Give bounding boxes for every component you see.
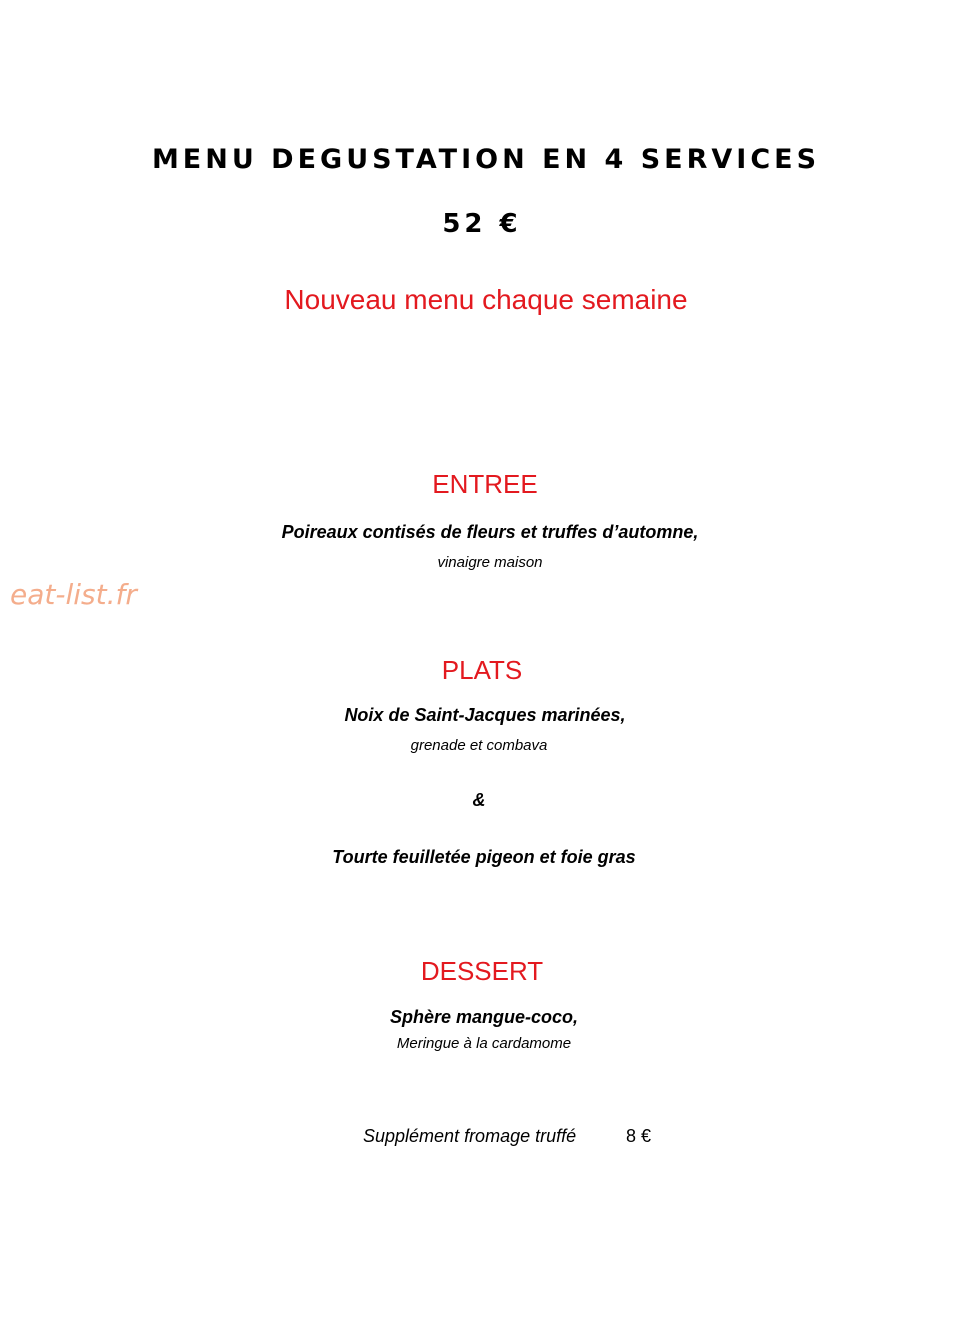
entree-note: vinaigre maison bbox=[437, 554, 543, 571]
supplement-label: Supplément fromage truffé bbox=[363, 1126, 577, 1146]
section-heading-plats: PLATS bbox=[441, 655, 523, 685]
supplement-price: 8 € bbox=[626, 1126, 652, 1146]
section-heading-dessert: DESSERT bbox=[420, 956, 544, 986]
menu-price: 52 € bbox=[442, 209, 522, 239]
section-heading-entree: ENTREE bbox=[432, 469, 538, 499]
plats-dish-2: Tourte feuilletée pigeon et foie gras bbox=[332, 847, 636, 867]
plats-dish-1: Noix de Saint-Jacques marinées, bbox=[344, 705, 626, 725]
entree-dish: Poireaux contisés de fleurs et truffes d’automne, bbox=[281, 522, 699, 542]
dessert-dish: Sphère mangue-coco, bbox=[389, 1007, 579, 1027]
supplement-row bbox=[363, 1126, 652, 1147]
menu-subtitle: Nouveau menu chaque semaine bbox=[284, 284, 688, 315]
plats-note-1: grenade et combava bbox=[410, 737, 548, 754]
dessert-note: Meringue à la cardamome bbox=[396, 1035, 572, 1052]
plats-separator: & bbox=[472, 790, 486, 810]
menu-title: MENU DEGUSTATION EN 4 SERVICES bbox=[151, 144, 821, 175]
watermark-logo: eat-list.fr bbox=[10, 578, 137, 611]
